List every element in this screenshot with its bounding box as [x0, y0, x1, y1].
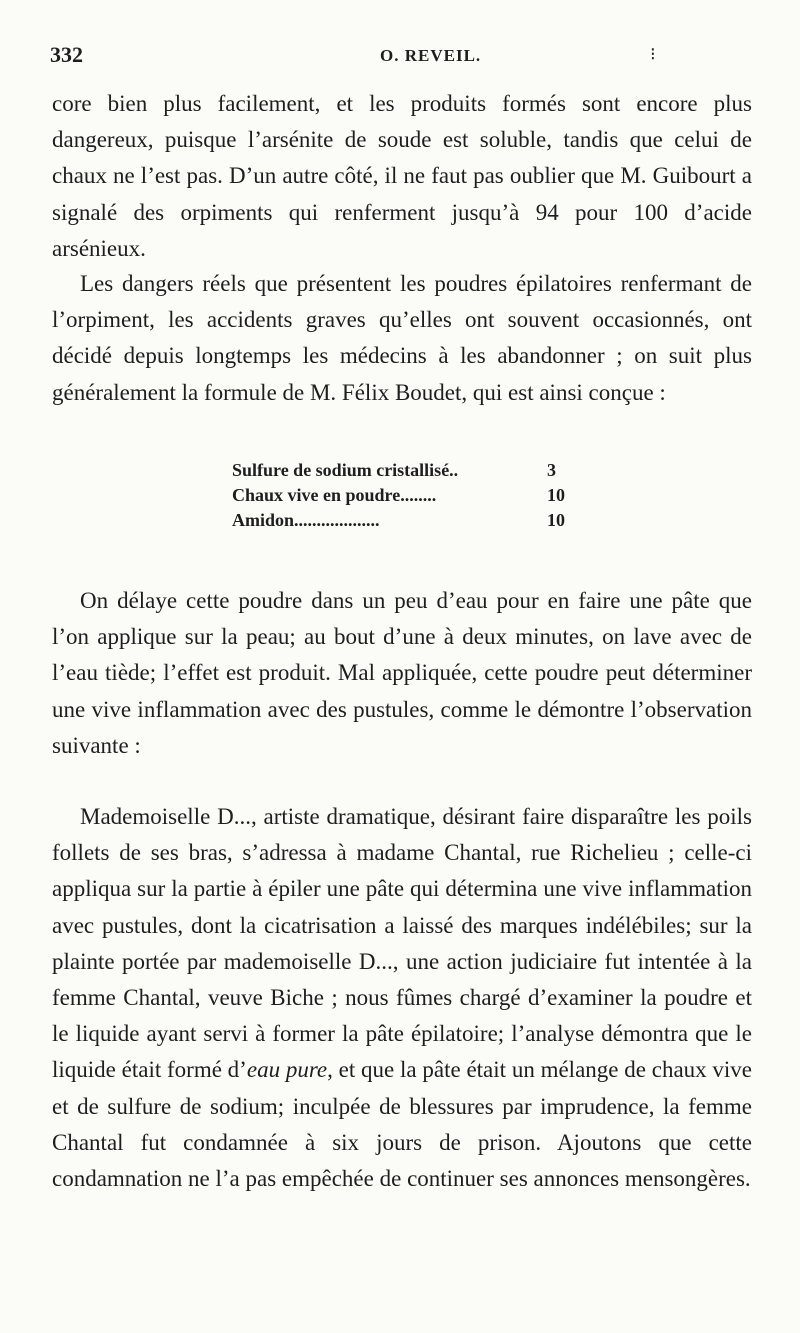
- italic-phrase: eau pure: [246, 1057, 328, 1083]
- paragraph-4: [52, 799, 752, 1197]
- running-head: O. REVEIL.: [380, 46, 482, 65]
- recipe-formula: [232, 458, 592, 533]
- recipe-row-sulfure: [232, 458, 592, 483]
- paragraph-4-text-before-italic: Mademoiselle D..., artiste dramatique, désirant faire disparaître les poils follets de ses bras, s’adressa à madame Chantal, rue Richelieu ; celle-ci appliqua sur la partie à épiler une pâte qui détermina une vive inflammation avec pustules, dont la cicatrisation a laissé des marques indélébiles; sur la plainte portée par mademoiselle D..., une action judiciaire fut intentée à la femme Chantal, veuve Biche ; nous fûmes chargé d’examiner la poudre et le liquide ayant servi à former la pâte épilatoire; l’analyse démontra que le liquide était formé d’: [52, 804, 752, 1083]
- paragraph-1: core bien plus facilement, et les produits formés sont encore plus dangereux, puisque l’arsénite de soude est soluble, tandis que celui de chaux ne l’est pas. D’un autre côté, il ne faut pas oublier que M. Guibourt a signalé des orpiments qui renferment jusqu’à 94 pour 100 d’acide arsénieux.: [52, 91, 752, 261]
- recipe-quantity: 10: [547, 485, 565, 505]
- recipe-quantity: 3: [547, 460, 556, 480]
- header-mark: ⁝: [650, 44, 656, 64]
- paragraph-4-text-after-italic: , et que la pâte était un mélange de chaux vive et de sulfure de sodium; inculpée de blessures par imprudence, la femme Chantal fut condamnée à six jours de prison. Ajoutons que cette condamnation ne l’a pas empêchée de continuer ses annonces mensongères.: [52, 1057, 753, 1192]
- recipe-row-chaux: [232, 483, 592, 508]
- recipe-ingredient: Sulfure de sodium cristallisé..: [232, 460, 459, 480]
- page-header: [50, 42, 750, 72]
- recipe-row-amidon: [232, 508, 592, 533]
- recipe-ingredient: Amidon...................: [232, 510, 380, 530]
- page-number: 332: [50, 42, 83, 67]
- paragraph-3: On délaye cette poudre dans un peu d’eau pour en faire une pâte que l’on applique sur la peau; au bout d’une à deux minutes, on lave avec de l’eau tiède; l’effet est produit. Mal appliquée, cette poudre peut déterminer une vive inflammation avec des pustules, comme le démontre l’observation suivante :: [52, 588, 752, 758]
- recipe-quantity: 10: [547, 510, 565, 530]
- paragraph-2: Les dangers réels que présentent les poudres épilatoires renfermant de l’orpiment, les accidents graves qu’elles ont souvent occasionnés, ont décidé depuis longtemps les médecins à les abandonner ; on suit plus généralement la formule de M. Félix Boudet, qui est ainsi conçue :: [52, 271, 752, 405]
- recipe-ingredient: Chaux vive en poudre........: [232, 485, 437, 505]
